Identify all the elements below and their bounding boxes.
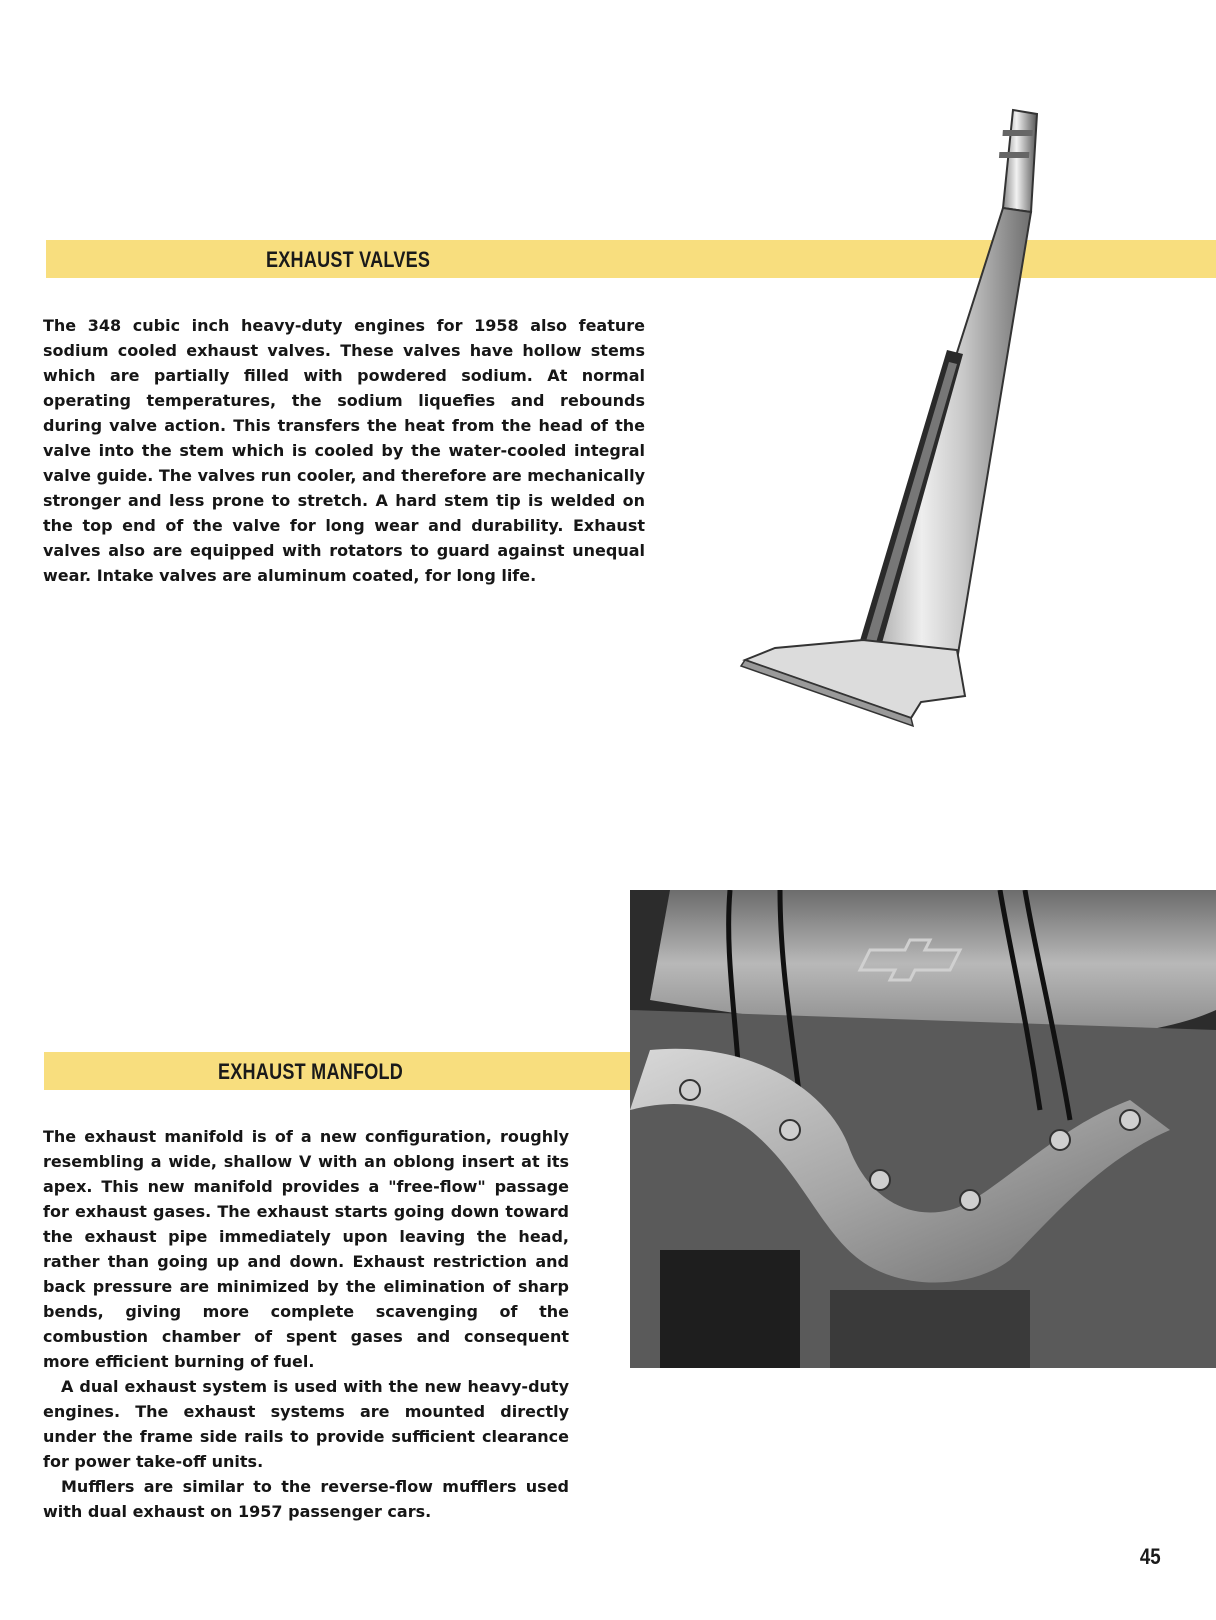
valves-body-text [43,313,645,588]
exhaust-valve-illustration [735,100,1055,750]
section-title-valves: EXHAUST VALVES [266,247,431,272]
exhaust-manifold-photo [630,890,1216,1368]
manifold-body-text [43,1124,569,1524]
page-number: 45 [1139,1544,1161,1569]
manifold-paragraph-2: A dual exhaust system is used with the new heavy-duty engines. The exhaust systems are mounted directly under the frame side rails to provide sufficient clearance for power take-off units. [43,1377,569,1471]
manifold-paragraph-1: The exhaust manifold is of a new configuration, roughly resembling a wide, shallow V with an oblong insert at its apex. This new manifold provides a "free-flow" passage for exhaust gases. The exhaust starts going down toward the exhaust pipe immediately upon leaving the head, rather than going up and down. Exhaust restriction and back pressure are minimized by the elimination of sharp bends, giving more complete scavenging of the combustion chamber of spent gases and consequent more efficient burning of fuel. [43,1127,569,1371]
manifold-paragraph-3: Mufflers are similar to the reverse-flow mufflers used with dual exhaust on 1957 passenger cars. [43,1477,569,1521]
section-title-manifold: EXHAUST MANFOLD [218,1059,404,1084]
valves-paragraph: The 348 cubic inch heavy-duty engines for 1958 also feature sodium cooled exhaust valves. These valves have hollow stems which are partially filled with powdered sodium. At normal operating temperatures, the sodium liquefies and rebounds during valve action. This transfers the heat from the head of the valve into the stem which is cooled by the water-cooled integral valve guide. The valves run cooler, and therefore are mechanically stronger and less prone to stretch. A hard stem tip is welded on the top end of the valve for long wear and durability. Exhaust valves also are equipped with rotators to guard against unequal wear. Intake valves are aluminum coated, for long life. [43,316,645,585]
